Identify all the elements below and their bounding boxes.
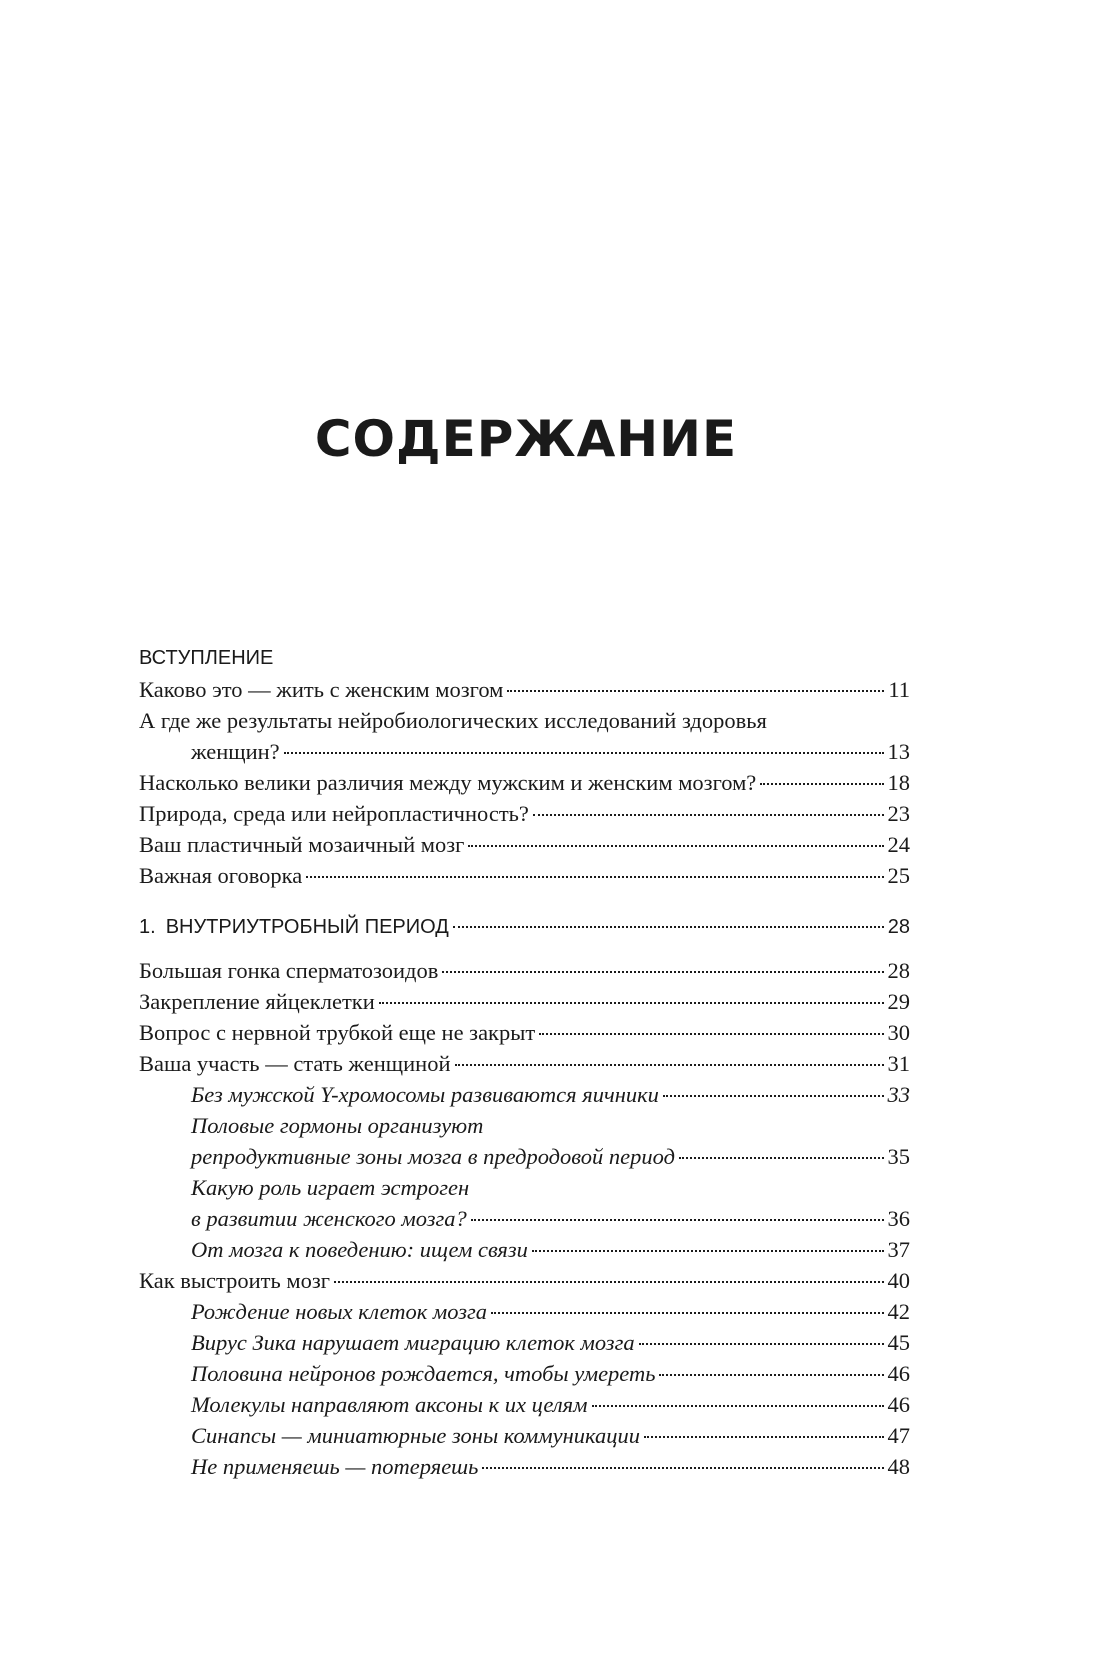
toc-entry-title: Каково это — жить с женским мозгом [139,677,504,702]
toc-entry-page: 37 [887,1237,910,1262]
toc-entry-page: 33 [887,1082,910,1107]
toc-entry-page: 31 [887,1051,910,1076]
toc-subentry[interactable] [139,1110,910,1172]
dot-leader [442,971,883,973]
toc-entry-title: От мозга к поведению: ищем связи [191,1237,528,1262]
toc-entry-title-line1: Какую роль играет эстроген [191,1175,470,1200]
dot-leader [679,1157,884,1159]
toc-entry-page: 48 [887,1454,910,1479]
toc-entry-title: Вопрос с нервной трубкой еще не закрыт [139,1020,536,1045]
toc-entry-title: Без мужской Y-хромосомы развиваются яичники [191,1082,659,1107]
toc-entry[interactable] [139,986,910,1017]
toc-subentry[interactable] [139,1327,910,1358]
dot-leader [491,1312,883,1314]
toc-entry-title: Молекулы направляют аксоны к их целям [191,1392,588,1417]
chapter-title: ВНУТРИУТРОБНЫЙ ПЕРИОД [165,916,449,938]
toc-entry-page: 25 [887,863,910,888]
toc-entry-page: 47 [887,1423,910,1448]
toc-subentry[interactable] [139,1234,910,1265]
toc-entry-page: 18 [887,770,910,795]
toc-entry[interactable] [139,674,910,705]
toc-entry-page: 46 [887,1392,910,1417]
toc-entry-page: 13 [887,739,910,764]
toc-entry-page: 45 [887,1330,910,1355]
dot-leader [284,752,884,754]
chapter-heading-1[interactable] [139,911,910,943]
dot-leader [482,1467,883,1469]
toc-entry-title: Важная оговорка [139,863,303,888]
toc-entry-page: 30 [887,1020,910,1045]
toc-entry-title: Большая гонка сперматозоидов [139,958,439,983]
toc-entry-title: Ваша участь — стать женщиной [139,1051,451,1076]
toc-entry-page: 42 [887,1299,910,1324]
toc-entry-title: Рождение новых клеток мозга [191,1299,488,1324]
dot-leader [507,690,884,692]
toc-entry[interactable] [139,1048,910,1079]
toc-subentry[interactable] [139,1358,910,1389]
toc-entry-title: Природа, среда или нейропластичность? [139,801,529,826]
toc-entry-title-line1: А где же результаты нейробиологических исследований здоровья [139,708,767,733]
chapter-number: 1. [139,916,156,938]
toc-entry-title-line2: женщин? [191,739,280,764]
toc-entry-page: 23 [887,801,910,826]
toc-entry-title: Вирус Зика нарушает миграцию клеток мозга [191,1330,635,1355]
toc-entry-title: Закрепление яйцеклетки [139,989,375,1014]
dot-leader [471,1219,884,1221]
toc-entry-title: Как выстроить мозг [139,1268,330,1293]
toc-entry-page: 35 [887,1144,910,1169]
toc-subentry[interactable] [139,1296,910,1327]
toc-entry-page: 24 [887,832,910,857]
toc-entry[interactable] [139,767,910,798]
dot-leader [659,1374,883,1376]
toc-entry-page: 29 [887,989,910,1014]
toc-entry-page: 46 [887,1361,910,1386]
toc-entry[interactable] [139,1265,910,1296]
dot-leader [453,926,884,928]
section-heading-intro: ВСТУПЛЕНИЕ [139,647,274,669]
chapter-page: 28 [887,916,910,938]
toc-subentry[interactable] [139,1172,910,1234]
toc-entry-page: 36 [887,1206,910,1231]
toc-subentry[interactable] [139,1451,910,1482]
toc-subentry[interactable] [139,1420,910,1451]
dot-leader [539,1033,883,1035]
toc-entry-title: Половина нейронов рождается, чтобы умереть [191,1361,656,1386]
toc-entry-title: Насколько велики различия между мужским и женским мозгом? [139,770,757,795]
toc-entry[interactable] [139,798,910,829]
dot-leader [334,1281,884,1283]
toc-entry-title: Не применяешь — потеряешь [191,1454,479,1479]
dot-leader [306,876,883,878]
dot-leader [533,814,884,816]
toc-entry-title-line2: репродуктивные зоны мозга в предродовой период [191,1144,675,1169]
toc-entry[interactable] [139,1017,910,1048]
toc-entry-page: 28 [887,958,910,983]
dot-leader [455,1064,884,1066]
toc-entry-title-line2: в развитии женского мозга? [191,1206,467,1231]
dot-leader [468,845,883,847]
dot-leader [639,1343,884,1345]
toc-subentry[interactable] [139,1079,910,1110]
toc-entry-title-line1: Половые гормоны организуют [191,1113,484,1138]
toc-subentry[interactable] [139,1389,910,1420]
dot-leader [760,783,883,785]
toc-entry-title: Синапсы — миниатюрные зоны коммуникации [191,1423,640,1448]
dot-leader [592,1405,884,1407]
toc-entry[interactable] [139,955,910,986]
toc-entry[interactable] [139,705,910,767]
table-of-contents [139,642,910,1482]
toc-entry-page: 11 [888,677,910,702]
toc-entry-page: 40 [887,1268,910,1293]
dot-leader [532,1250,884,1252]
toc-entry[interactable] [139,860,910,891]
toc-entry[interactable] [139,829,910,860]
dot-leader [644,1436,884,1438]
dot-leader [663,1095,884,1097]
toc-entry-title: Ваш пластичный мозаичный мозг [139,832,465,857]
page-title: СОДЕРЖАНИЕ [314,410,738,468]
dot-leader [379,1002,884,1004]
